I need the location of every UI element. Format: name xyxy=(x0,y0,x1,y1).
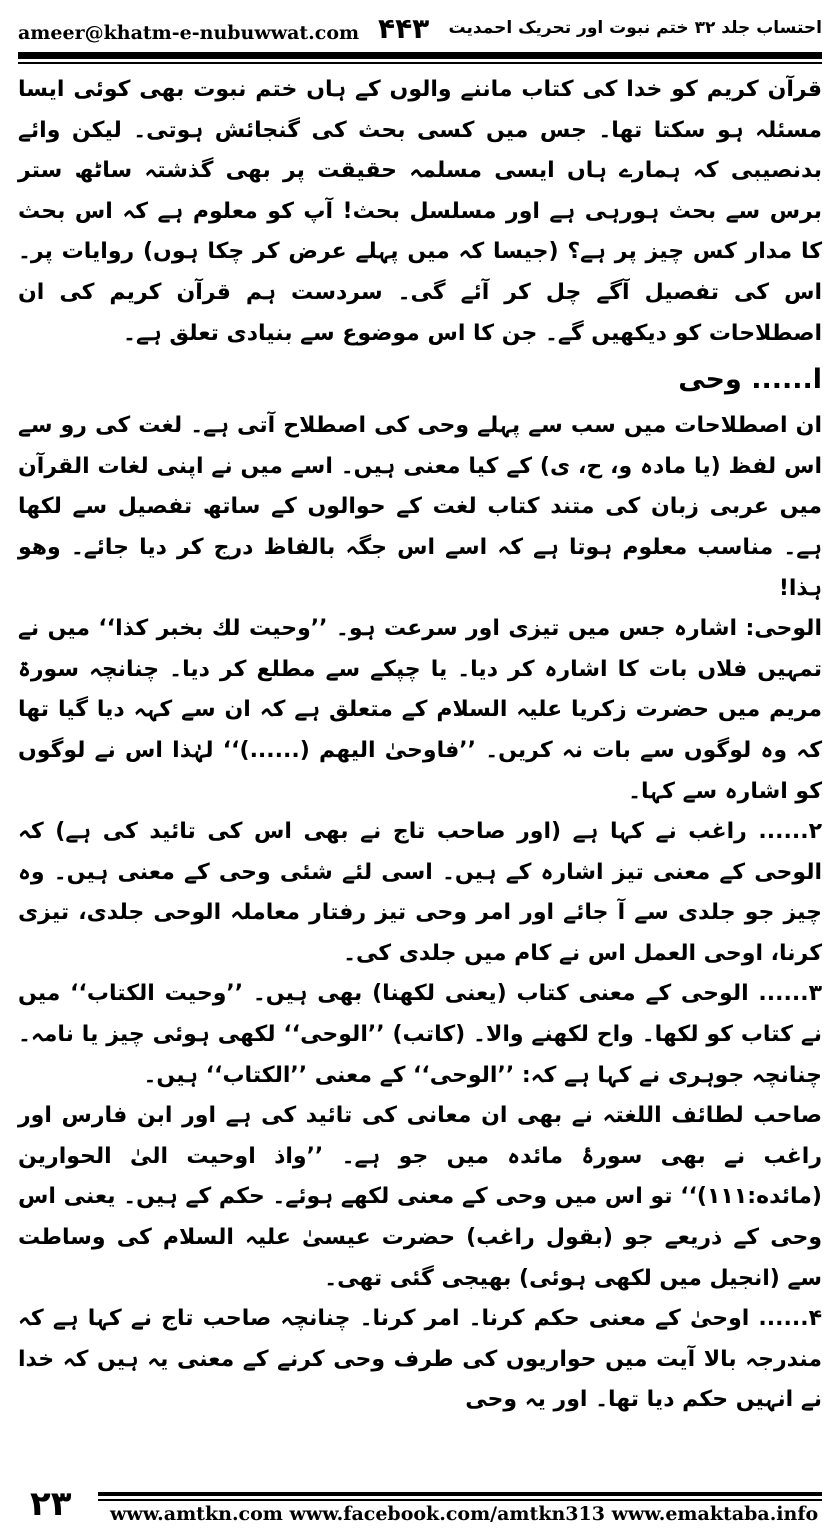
paragraph-meaning-1: الوحی: اشارہ جس میں تیزی اور سرعت ہو۔ ’’وحیت لك بخبر كذا‘‘ میں نے تمہیں فلاں بات کا اشارہ کر دیا۔ یا چپکے سے مطلع کر دیا۔ چنانچہ سورۃ مریم میں حضرت زکریا علیہ السلام کے متعلق ہے کہ ان سے کہہ دیا گیا تھا کہ وہ لوگوں سے بات نہ کریں۔ ’’فاوحیٰ الیهم (......)‘‘ لہٰذا اس نے لوگوں کو اشارہ سے کہا۔ xyxy=(18,616,822,804)
page-body xyxy=(18,70,822,1472)
paragraph-meaning-4: ۴...... اوحیٰ کے معنی حکم کرنا۔ امر کرنا۔ چنانچہ صاحب تاج نے کہا ہے کہ مندرجہ بالا آیت میں حواریوں کی طرف وحی کرنے کے معنی یہ ہیں کہ خدا نے انہیں حکم دیا تھا۔ اور یہ وحی xyxy=(18,1306,822,1413)
footer-urls: www.amtkn.com www.facebook.com/amtkn313 www.emaktaba.info xyxy=(110,1503,819,1525)
paragraph-meaning-2: ۲...... راغب نے کہا ہے (اور صاحب تاج نے بھی اس کی تائید کی ہے) کہ الوحی کے معنی تیز اشارہ کے ہیں۔ اسی لئے شئی وحی کے معنی ہیں۔ وہ چیز جو جلدی سے آ جائے اور امر وحی تیز رفتار معاملہ الوحی جلدی، تیزی کرنا، اوحی العمل اس نے کام میں جلدی کی۔ xyxy=(18,819,822,966)
footer-rule-thin xyxy=(98,1499,822,1501)
paragraph-lughat: ان اصطلاحات میں سب سے پہلے وحی کی اصطلاح آتی ہے۔ لغت کی رو سے اس لفظ (یا مادہ و، ح، ی) کے کیا معنی ہیں۔ اسے میں نے اپنی لغات القرآن میں عربی زبان کی متند کتاب لغت کے حوالوں کے ساتھ تفصیل سے لکھا ہے۔ مناسب معلوم ہوتا ہے کہ اسے اس جگہ بالفاظ درج کر دیا جائے۔ وھو ہذا! xyxy=(18,413,822,601)
paragraph-meaning-3: ۳...... الوحی کے معنی کتاب (یعنی لکھنا) بھی ہیں۔ ’’وحیت الكتاب‘‘ میں نے کتاب کو لکھا۔ واح لکھنے والا۔ (کاتب) ’’الوحی‘‘ لکھی ہوئی چیز یا نامہ۔ چنانچہ جوہری نے کہا ہے کہ: ’’الوحی‘‘ کے معنی ’’الكتاب‘‘ ہیں۔ xyxy=(18,981,822,1088)
footer-rule-thick xyxy=(98,1492,822,1496)
paragraph-lataif: صاحب لطائف اللغتہ نے بھی ان معانی کی تائید کی ہے اور ابن فارس اور راغب نے بھی سورۂ مائدہ میں جو ہے۔ ’’واذ اوحيت الىٰ الحوارين (مائده:۱۱۱)‘‘ تو اس میں وحی کے معنی لکھے ہوئے۔ حکم کے ہیں۔ یعنی اس وحی کے ذریعے جو (بقول راغب) حضرت عیسیٰ علیہ السلام کی وساطت سے (انجیل میں لکھی ہوئی) بھیجی گئی تھی۔ xyxy=(18,1103,822,1291)
page-header xyxy=(18,14,822,50)
header-page-number: ۴۴۳ xyxy=(378,12,430,45)
header-email: ameer@khatm-e-nubuwwat.com xyxy=(18,22,360,44)
section-heading-wahi: ا...... وحی xyxy=(678,364,822,396)
header-book-title: احتساب جلد ۳۲ ختم نبوت اور تحریک احمدیت xyxy=(448,18,822,38)
paragraph-intro: قرآن کریم کو خدا کی کتاب ماننے والوں کے ہاں ختم نبوت بھی کوئی ایسا مسئلہ ہو سکتا تھا۔ جس میں کسی بحث کی گنجائش ہوتی۔ لیکن وائے بدنصیبی کہ ہمارے ہاں ایسی مسلمہ حقیقت پر بھی گذشتہ ساٹھ ستر برس سے بحث ہورہی ہے اور مسلسل بحث! آپ کو معلوم ہے کہ اس بحث کا مدار کس چیز پر ہے؟ (جیسا کہ میں پہلے عرض کر چکا ہوں) روایات پر۔ اس کی تفصیل آگے چل کر آئے گی۔ سردست ہم قرآن کریم کی ان اصطلاحات کو دیکھیں گے۔ جن کا اس موضوع سے بنیادی تعلق ہے۔ xyxy=(18,77,822,346)
header-rule-thin xyxy=(18,62,822,64)
header-rule-thick xyxy=(18,52,822,59)
page-footer xyxy=(18,1480,822,1532)
footer-page-number: ۲۳ xyxy=(30,1484,72,1524)
